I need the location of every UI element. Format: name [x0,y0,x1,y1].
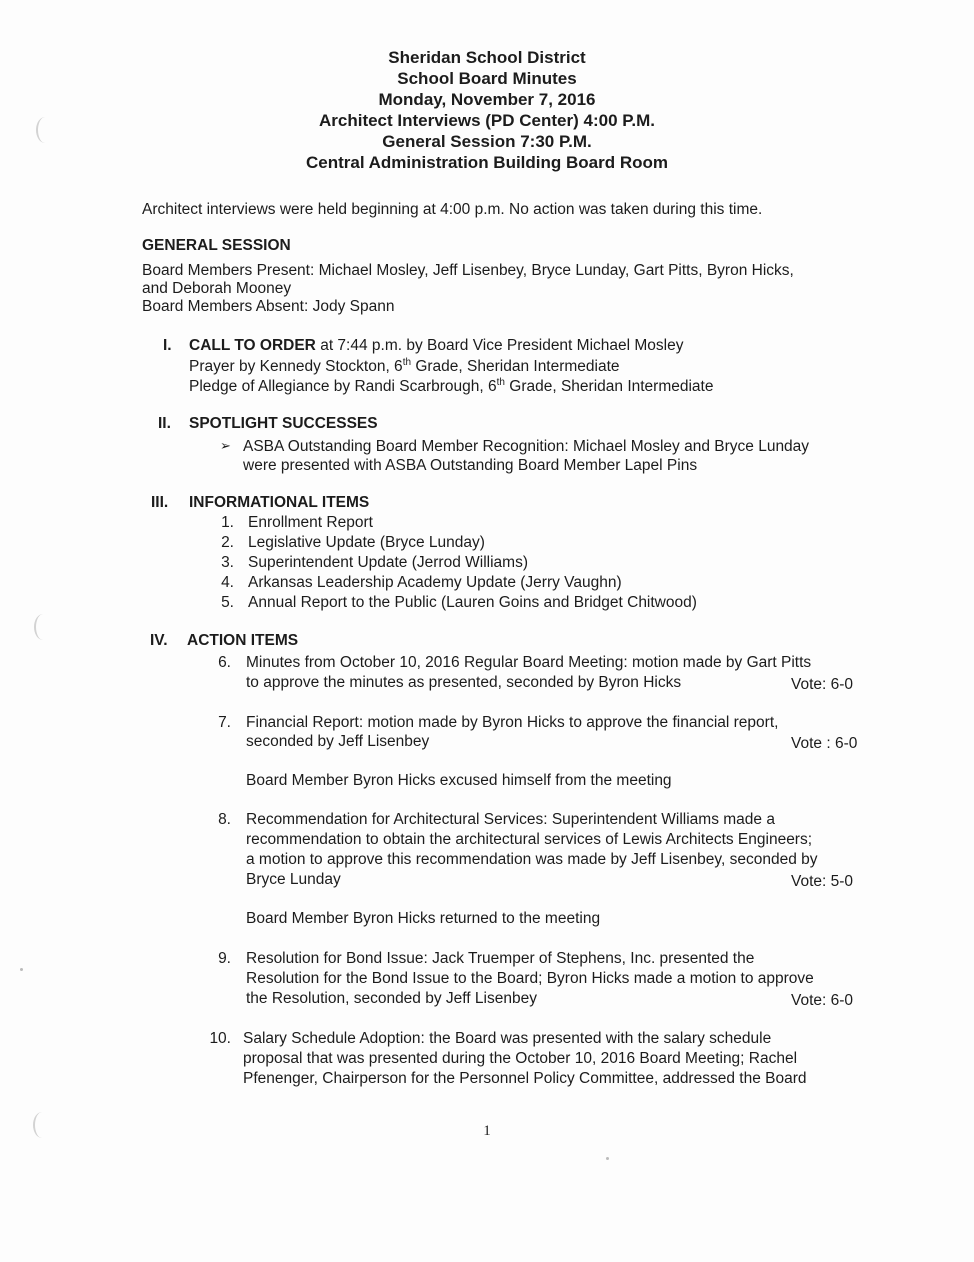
item7-line2: seconded by Jeff Lisenbey [246,733,430,750]
list-item: Legislative Update (Bryce Lunday) [248,534,485,551]
vote-result: Vote : 6-0 [791,735,858,752]
spotlight-line2: were presented with ASBA Outstanding Board Member Lapel Pins [243,457,698,474]
meeting-date: Monday, November 7, 2016 [378,90,596,109]
list-item-number: 7. [218,714,231,731]
members-absent: Board Members Absent: Jody Spann [142,298,395,315]
call-to-order-line [189,337,683,355]
vote-result: Vote: 5-0 [791,873,854,890]
vote-result: Vote: 6-0 [791,676,854,693]
item6-line1: Minutes from October 10, 2016 Regular Board Meeting: motion made by Gart Pitts [246,654,812,671]
pledge-line [189,377,713,396]
item10-line3: Pfenenger, Chairperson for the Personnel Policy Committee, addressed the Board [243,1070,807,1087]
item8-line1: Recommendation for Architectural Services: Superintendent Williams made a [246,811,775,828]
item9-line3: the Resolution, seconded by Jeff Lisenbey [246,990,537,1007]
action-heading: ACTION ITEMS [187,632,299,649]
section-number: I. [163,337,172,354]
spotlight-line1: ASBA Outstanding Board Member Recognition: Michael Mosley and Bryce Lunday [243,438,810,455]
list-item-number: 8. [218,811,231,828]
list-item-number: 6. [218,654,231,671]
call-to-order-text: at 7:44 p.m. by Board Vice President Michael Mosley [315,337,684,354]
ordinal-suffix: th [496,377,505,388]
list-item-number: 5. [221,594,234,611]
list-item-number: 1. [221,514,234,531]
document-title: School Board Minutes [397,69,577,88]
list-item: Enrollment Report [248,514,373,531]
list-item: Arkansas Leadership Academy Update (Jerry Vaughn) [248,574,622,591]
spotlight-heading: SPOTLIGHT SUCCESSES [189,415,378,432]
item9-line2: Resolution for the Bond Issue to the Board; Byron Hicks made a motion to approve [246,970,814,987]
meeting-location: Central Administration Building Board Room [305,153,669,172]
pledge-text: Pledge of Allegiance by Randi Scarbrough, 6 [189,378,497,396]
ordinal-suffix: th [402,357,412,368]
interview-time: Architect Interviews (PD Center) 4:00 P.M. [318,111,655,130]
item8-line3: a motion to approve this recommendation was made by Jeff Lisenbey, seconded by [246,851,818,868]
item8-line2: recommendation to obtain the architectural services of Lewis Architects Engineers; [246,831,813,848]
member-returned-note: Board Member Byron Hicks returned to the meeting [246,910,601,927]
page-number: 1 [483,1123,491,1139]
informational-heading: INFORMATIONAL ITEMS [189,494,370,511]
item6-line2: to approve the minutes as presented, seconded by Byron Hicks [246,674,682,691]
prayer-text-rest: Grade, Sheridan Intermediate [411,358,620,376]
scan-speck [606,1157,609,1160]
document-header [0,47,974,173]
item10-line2: proposal that was presented during the October 10, 2016 Board Meeting; Rachel [243,1050,798,1067]
members-present-line2: and Deborah Mooney [142,280,292,297]
item10-line1: Salary Schedule Adoption: the Board was presented with the salary schedule [243,1030,772,1047]
member-excused-note: Board Member Byron Hicks excused himself from the meeting [246,772,672,789]
pledge-text-rest: Grade, Sheridan Intermediate [504,378,714,396]
members-present-line1: Board Members Present: Michael Mosley, Jeff Lisenbey, Bryce Lunday, Gart Pitts, Byron Hicks, [142,262,794,279]
list-item: Superintendent Update (Jerrod Williams) [248,554,528,571]
section-number: II. [158,415,171,432]
scan-speck [20,968,23,971]
session-time: General Session 7:30 P.M. [382,132,592,151]
section-number: IV. [150,632,168,649]
list-item-number: 4. [221,574,234,591]
intro-paragraph: Architect interviews were held beginning at 4:00 p.m. No action was taken during this time. [142,201,763,218]
list-item-number: 2. [221,534,234,551]
list-item-number: 9. [218,950,231,967]
punch-hole-mark [34,614,52,640]
item7-line1: Financial Report: motion made by Byron Hicks to approve the financial report, [246,714,779,731]
prayer-text: Prayer by Kennedy Stockton, 6 [189,358,403,376]
list-item-number: 3. [221,554,234,571]
list-item: Annual Report to the Public (Lauren Goins and Bridget Chitwood) [248,594,697,611]
vote-result: Vote: 6-0 [791,992,854,1009]
list-item-number: 10. [209,1030,231,1047]
prayer-line [189,357,620,376]
general-session-heading: GENERAL SESSION [142,237,291,254]
section-number: III. [151,494,169,511]
arrow-bullet-icon: ➢ [220,438,231,453]
item8-line4: Bryce Lunday [246,871,341,888]
call-to-order-heading: CALL TO ORDER [189,337,316,354]
district-name: Sheridan School District [388,48,586,67]
item9-line1: Resolution for Bond Issue: Jack Truemper of Stephens, Inc. presented the [246,950,755,967]
